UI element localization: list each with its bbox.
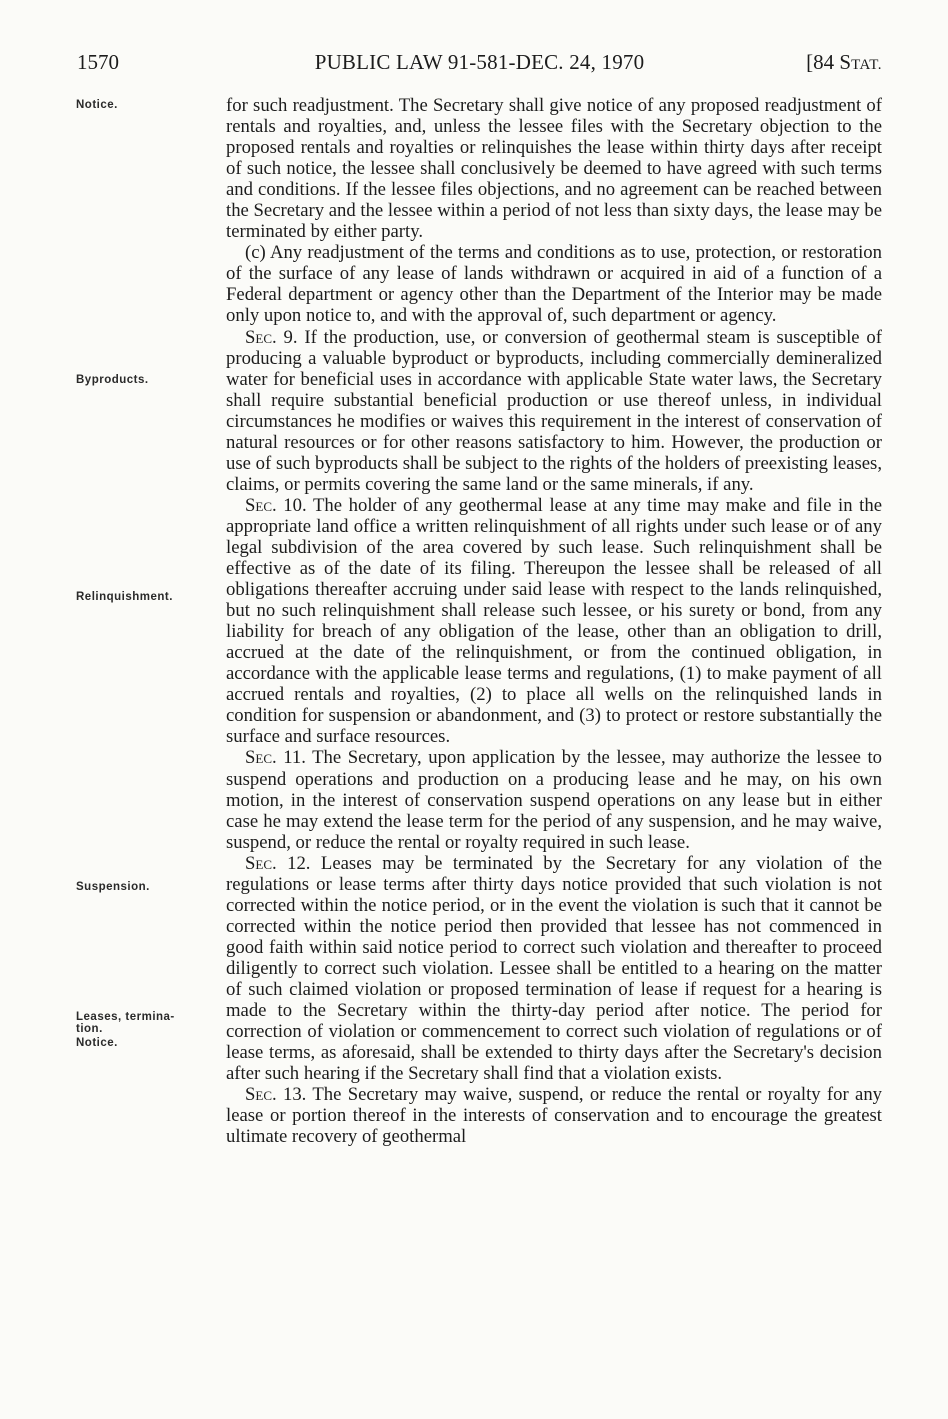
- section-10-label: Sec. 10.: [245, 494, 307, 516]
- margin-note-byproducts: Byproducts.: [76, 374, 149, 386]
- margin-note-suspension: Suspension.: [76, 881, 150, 893]
- body-text: [226, 95, 882, 1147]
- header-title: PUBLIC LAW 91-581-DEC. 24, 1970: [314, 50, 645, 74]
- section-12-label: Sec. 12.: [245, 852, 311, 874]
- page-number: 1570: [77, 50, 119, 74]
- paragraph-subsection-c: (c) Any readjustment of the terms and conditions as to use, protection, or restoration of the surface of any lease of lands withdrawn or acquired in aid of a function of a Federal department or agency other than the Department of the Interior may be made only upon notice to, and with the approval of, such department or agency.: [226, 242, 882, 327]
- section-9-label: Sec. 9.: [245, 326, 298, 348]
- statute-abbrev: TAT.: [851, 57, 882, 73]
- section-13-label: Sec. 13.: [245, 1084, 307, 1106]
- margin-note-notice: Notice.: [76, 99, 118, 111]
- section-9-text: If the production, use, or conversion of geothermal steam is susceptible of producing a valuable byproduct or byproducts, including commercially demineralized water for beneficial uses in accordance with applicable State water laws, the Secretary shall require substantial beneficial production or use thereof unless, in individual circumstances he modifies or waives this requirement in the interest of conservation of natural resources or for other reasons satisfactory to him. However, the production or use of such byproducts shall be subject to the rights of the holders of preexisting leases, claims, or permits covering the same land or the same minerals, if any.: [226, 326, 882, 495]
- section-11: [226, 747, 882, 852]
- section-13-text: The Secretary may waive, suspend, or reduce the rental or royalty for any lease or portion thereof in the interests of conservation and to encourage the greatest ultimate recovery of geothermal: [226, 1084, 883, 1148]
- section-12: [226, 853, 882, 1085]
- statute-volume: [84 S: [806, 50, 852, 74]
- margin-note-notice-2: Notice.: [76, 1037, 118, 1049]
- section-10-text: The holder of any geothermal lease at any time may make and file in the appropriate land office a written relinquishment of all rights under such lease or of any legal subdivision of the area covered by such lease. Such relinquishment shall be effective as of the date of its filing. Thereupon the lessee shall be released of all obligations thereafter accruing under said lease with respect to the lands relinquished, but no such relinquishment shall release such lessee, or his surety or bond, from any liability for breach of any obligation of the lease, other than an obligation to drill, accrued at the date of the relinquishment, or from the continued obligation, in accordance with the applicable lease terms and regulations, (1) to make payment of all accrued rentals and royalties, (2) to place all wells on the relinquished lands in condition for suspension or abandonment, and (3) to protect or restore substantially the surface and surface resources.: [226, 494, 883, 748]
- section-10: [226, 495, 882, 748]
- section-11-text: The Secretary, upon application by the lessee, may authorize the lessee to suspend operations and production on a producing lease and he may, on his own motion, in the interest of conservation suspend operations on any lease but in either case he may extend the lease term for the period of any suspension, and he may waive, suspend, or reduce the rental or royalty required in such lease.: [226, 747, 882, 853]
- paragraph-continuation: for such readjustment. The Secretary shall give notice of any proposed readjustment of rentals and royalties, and, unless the lessee files with the Secretary objection to the proposed rentals and royalties or relinquishes the lease within thirty days after receipt of such notice, the lessee shall conclusively be deemed to have agreed with such terms and conditions. If the lessee files objections, and no agreement can be reached between the Secretary and the lessee within a period of not less than sixty days, the lease may be terminated by either party.: [226, 95, 882, 243]
- running-header: [77, 50, 882, 82]
- margin-note-leases-line2: tion.: [76, 1023, 103, 1035]
- margin-note-leases-line1: Leases, termina-: [76, 1011, 175, 1023]
- section-11-label: Sec. 11.: [245, 747, 306, 769]
- section-12-text: Leases may be terminated by the Secretary for any violation of the regulations or lease terms after thirty days notice provided that such violation is not corrected within the notice period, or in the event the violation is such that it cannot be corrected within the notice period then provided that lessee has not commenced in good faith within said notice period to correct such violation and thereafter to proceed diligently to correct such violation. Lessee shall be entitled to a hearing on the matter of such claimed violation or proposed termination of lease if request for a hearing is made to the Secretary within the thirty-day period after notice. The period for correction of violation or commencement to correct such violation of regulations or of lease terms, as aforesaid, shall be extended to thirty days after the Secretary's decision after such hearing if the Secretary shall find that a violation exists.: [226, 852, 882, 1085]
- margin-note-leases-termination: [76, 1011, 216, 1035]
- section-9: [226, 327, 882, 495]
- statute-citation: [806, 50, 882, 75]
- section-13: [226, 1084, 882, 1147]
- margin-note-relinquishment: Relinquishment.: [76, 591, 173, 603]
